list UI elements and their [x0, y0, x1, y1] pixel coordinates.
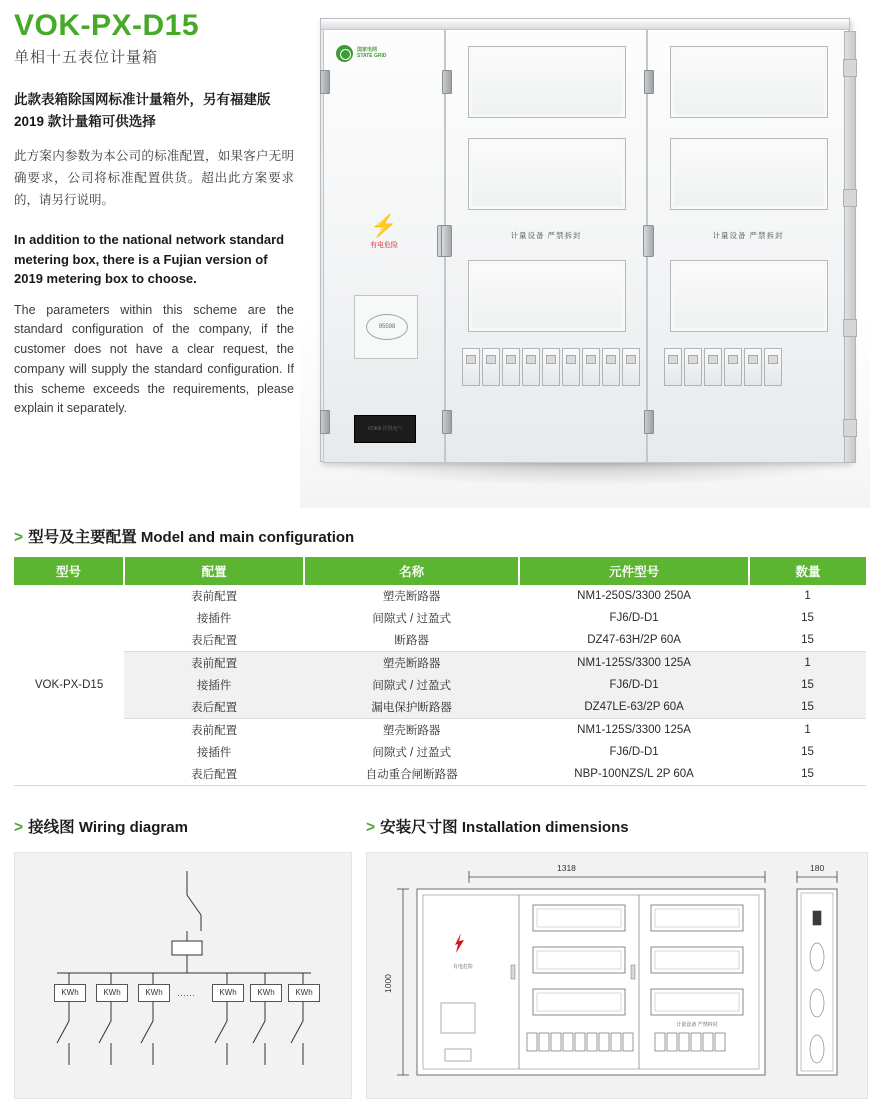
seal-warning-label: 计量设备 严禁拆封	[712, 231, 784, 240]
breaker-switch-icon	[606, 355, 616, 364]
breaker-switch-icon	[486, 355, 496, 364]
cell-qty: 15	[801, 768, 814, 780]
breaker-unit	[664, 348, 682, 386]
cell-qty: 1	[804, 724, 811, 736]
cell-name: 塑壳断路器	[304, 652, 519, 675]
state-grid-logo-text: 国家电网 STATE GRID	[357, 46, 387, 59]
column-header-model: 型号	[14, 557, 124, 585]
meter-symbol: KWh	[54, 984, 86, 1002]
table-row	[14, 696, 866, 719]
breaker-unit	[542, 348, 560, 386]
ellipsis-label: ……	[177, 988, 195, 998]
breaker-unit	[622, 348, 640, 386]
chevron-right-icon: >	[14, 529, 24, 546]
cell-qty: 15	[749, 674, 866, 696]
breaker-switch-icon	[708, 355, 718, 364]
meter-window	[468, 260, 626, 332]
danger-warning-label: 有电危险	[370, 242, 398, 249]
breaker-switch-icon	[526, 355, 536, 364]
cell-part: NBP-100NZS/L 2P 60A	[574, 768, 694, 780]
cell-config: 表后配置	[191, 769, 238, 781]
section-heading-dimensions	[366, 815, 629, 837]
cell-model: VOK-PX-D15	[34, 679, 104, 691]
meter-window	[670, 260, 828, 332]
page-subtitle: 单相十五表位计量箱	[14, 48, 159, 66]
cell-part: NM1-250S/3300 250A	[577, 590, 691, 602]
metering-cabinet-illustration	[320, 18, 855, 468]
wiring-diagram-svg	[15, 853, 351, 1098]
intro-column	[14, 10, 294, 419]
breaker-unit	[744, 348, 762, 386]
danger-warning	[356, 215, 412, 250]
table-header-row	[14, 557, 866, 585]
breaker-switch-icon	[728, 355, 738, 364]
table-row	[14, 741, 866, 763]
state-grid-logo-icon	[336, 45, 353, 62]
meter-symbol: KWh	[288, 984, 320, 1002]
dimension-depth-label: 180	[810, 863, 825, 873]
meter-window	[468, 46, 626, 118]
configuration-table-wrapper	[14, 557, 866, 786]
side-latch-icon	[843, 189, 857, 207]
cell-qty: 1	[804, 590, 811, 602]
wiring-diagram-panel	[14, 852, 352, 1099]
side-latch-icon	[843, 59, 857, 77]
service-hotline-text: 95598	[366, 314, 408, 340]
cabinet-side-panel	[844, 31, 856, 463]
cell-name: 塑壳断路器	[382, 725, 441, 737]
section-heading-cn: 安装尺寸图	[380, 819, 458, 836]
cell-name: 断路器	[304, 629, 519, 652]
table-row	[14, 629, 866, 652]
door-lock-icon	[643, 225, 654, 257]
section-heading-cn: 接线图	[28, 819, 75, 836]
door-lock-icon	[441, 225, 452, 257]
breaker-switch-icon	[768, 355, 778, 364]
hinge-icon	[320, 70, 330, 94]
dimension-danger-label: 有电危险	[452, 964, 473, 970]
breaker-unit	[602, 348, 620, 386]
cell-name: 间隙式 / 过盈式	[372, 747, 451, 759]
side-latch-icon	[843, 319, 857, 337]
breaker-switch-icon	[748, 355, 758, 364]
page-title: VOK-PX-D15	[14, 9, 200, 42]
cell-part: NM1-125S/3300 125A	[519, 652, 749, 675]
breaker-switch-icon	[688, 355, 698, 364]
meter-window	[468, 138, 626, 210]
meter-window	[670, 46, 828, 118]
cell-name: 自动重合闸断路器	[365, 769, 458, 781]
cell-name: 塑壳断路器	[382, 591, 441, 603]
hinge-icon	[644, 70, 654, 94]
meter-symbol: KWh	[212, 984, 244, 1002]
breaker-unit	[562, 348, 580, 386]
section-heading-en: Wiring diagram	[78, 819, 188, 836]
breaker-switch-icon	[466, 355, 476, 364]
section-heading-model-config	[14, 525, 354, 547]
table-row	[14, 763, 866, 785]
seal-warning-label: 计量设备 严禁拆封	[510, 231, 582, 240]
nameplate: VOKA 沃凯电气	[354, 415, 416, 443]
hinge-icon	[644, 410, 654, 434]
breaker-unit	[482, 348, 500, 386]
column-header-qty: 数量	[749, 557, 866, 585]
installation-dimensions-panel	[366, 852, 868, 1099]
product-photo	[300, 8, 870, 508]
dimension-height-label: 1000	[383, 974, 393, 993]
side-latch-icon	[843, 419, 857, 437]
cell-name: 间隙式 / 过盈式	[304, 674, 519, 696]
cell-config: 接插件	[124, 674, 304, 696]
dimension-seal-label: 计量设备 严禁拆封	[676, 1022, 718, 1028]
hinge-icon	[442, 70, 452, 94]
breaker-unit	[724, 348, 742, 386]
section-heading-en: Model and main configuration	[140, 529, 355, 546]
cabinet-door-middle	[445, 29, 647, 463]
cell-config: 表前配置	[124, 652, 304, 675]
intro-chinese: 此方案内参数为本公司的标准配置，如果客户无明确要求，公司将标准配置供货。超出此方案要求的，请另行说明。	[14, 149, 294, 208]
section-heading-cn: 型号及主要配置	[28, 529, 137, 546]
breaker-switch-icon	[546, 355, 556, 364]
meter-symbol: KWh	[250, 984, 282, 1002]
breaker-unit	[522, 348, 540, 386]
table-row	[14, 607, 866, 629]
cell-config: 表前配置	[191, 725, 238, 737]
table-row	[14, 585, 866, 607]
table-bottom-divider	[14, 785, 866, 786]
breaker-switch-icon	[668, 355, 678, 364]
breaker-switch-icon	[586, 355, 596, 364]
hinge-icon	[442, 410, 452, 434]
breaker-switch-icon	[566, 355, 576, 364]
cell-config: 表后配置	[124, 629, 304, 652]
cabinet-door-left	[323, 29, 445, 463]
meter-symbol: KWh	[138, 984, 170, 1002]
cell-qty: 15	[801, 746, 814, 758]
breaker-unit	[462, 348, 480, 386]
cell-part: FJ6/D-D1	[609, 612, 659, 624]
lightning-bolt-icon: ⚡	[370, 213, 398, 238]
column-header-part: 元件型号	[519, 557, 749, 585]
breaker-switch-icon	[626, 355, 636, 364]
section-heading-en: Installation dimensions	[461, 819, 629, 836]
breaker-row	[462, 348, 640, 386]
breaker-row	[664, 348, 782, 386]
breaker-unit	[764, 348, 782, 386]
cell-part: FJ6/D-D1	[519, 674, 749, 696]
intro-bold-english: In addition to the national network standard metering box, there is a Fujian version of 2019 metering box to choose.	[14, 232, 285, 286]
cell-part: FJ6/D-D1	[609, 746, 659, 758]
hinge-icon	[320, 410, 330, 434]
breaker-unit	[582, 348, 600, 386]
cell-part: DZ47-63H/2P 60A	[519, 629, 749, 652]
column-header-config: 配置	[124, 557, 304, 585]
dimensions-svg	[367, 853, 867, 1098]
dimension-width-label: 1318	[557, 863, 576, 873]
meter-window	[670, 138, 828, 210]
chevron-right-icon: >	[366, 819, 376, 836]
cabinet-body	[320, 18, 850, 462]
table-row	[14, 719, 866, 742]
cell-name: 漏电保护断路器	[304, 696, 519, 719]
cell-qty: 1	[749, 652, 866, 675]
cell-qty: 15	[749, 629, 866, 652]
breaker-switch-icon	[506, 355, 516, 364]
cell-qty: 15	[801, 612, 814, 624]
breaker-unit	[704, 348, 722, 386]
cabinet-door-right	[647, 29, 849, 463]
cell-config: 接插件	[196, 613, 232, 625]
table-row	[14, 674, 866, 696]
cell-qty: 15	[749, 696, 866, 719]
breaker-unit	[684, 348, 702, 386]
cell-part: DZ47LE-63/2P 60A	[519, 696, 749, 719]
cell-config: 表后配置	[124, 696, 304, 719]
cell-config: 表前配置	[191, 591, 238, 603]
column-header-name: 名称	[304, 557, 519, 585]
breaker-unit	[502, 348, 520, 386]
meter-symbol: KWh	[96, 984, 128, 1002]
service-window-plate	[354, 295, 418, 359]
section-heading-wiring	[14, 815, 188, 837]
cell-part: NM1-125S/3300 125A	[577, 724, 691, 736]
intro-english: The parameters within this scheme are the standard configuration of the company, if the customer does not have a clear request, the company will supply the standard configuration. If this scheme exceeds the requirements, please explain it separately.	[14, 302, 294, 416]
configuration-table	[14, 557, 866, 785]
table-row	[14, 652, 866, 675]
intro-bold-chinese: 此款表箱除国网标准计量箱外，另有福建版 2019 款计量箱可供选择	[14, 91, 271, 130]
cell-name: 间隙式 / 过盈式	[372, 613, 451, 625]
chevron-right-icon: >	[14, 819, 24, 836]
cell-config: 接插件	[196, 747, 232, 759]
state-grid-logo	[336, 42, 402, 64]
